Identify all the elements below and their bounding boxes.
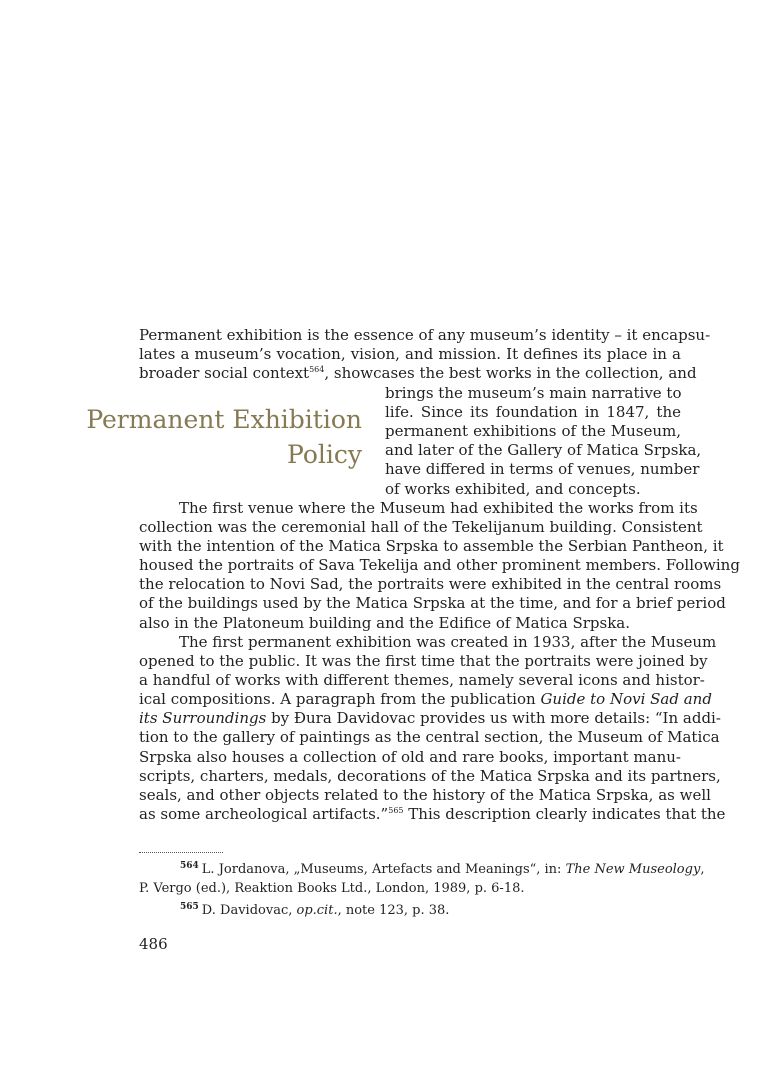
- footnote-separator: [139, 852, 223, 853]
- heading-line-1: Permanent Exhibition: [86, 405, 362, 434]
- footnote-ref-564[interactable]: 564: [309, 365, 325, 374]
- body-line: Permanent exhibition is the essence of any museum’s identity – it encapsu-: [139, 326, 711, 344]
- body-line: collection was the ceremonial hall of the Tekelijanum building. Consistent: [139, 518, 703, 536]
- body-line: The first permanent exhibition was created in 1933, after the Museum: [179, 633, 717, 651]
- footnote-text: D. Davidovac,: [201, 903, 293, 918]
- heading-line-2: Policy: [287, 440, 362, 469]
- body-text: by Đura Davidovac provides us with more details: “In addi-: [271, 709, 721, 727]
- footnote-italic: op.cit.: [296, 903, 338, 918]
- body-line: [139, 805, 726, 824]
- footnote-number: 564: [180, 860, 199, 871]
- footnote-564-line-2: P. Vergo (ed.), Reaktion Books Ltd., London, 1989, p. 6-18.: [139, 881, 525, 896]
- body-text: , showcases the best works in the collection, and: [324, 364, 697, 382]
- body-line: a handful of works with different themes, namely several icons and histor-: [139, 671, 705, 689]
- body-text: broader social context: [139, 364, 310, 382]
- publication-title: Guide to Novi Sad and: [540, 690, 712, 708]
- page-number: 486: [139, 935, 168, 953]
- footnote-text: , note 123, p. 38.: [337, 903, 450, 918]
- body-line: have differed in terms of venues, number: [385, 460, 700, 478]
- section-heading: [60, 402, 362, 472]
- body-line: tion to the gallery of paintings as the central section, the Museum of Matica: [139, 728, 720, 746]
- footnote-text: L. Jordanova, „Museums, Artefacts and Meanings“, in:: [201, 862, 562, 877]
- footnote-italic: The New Museology: [565, 862, 701, 877]
- body-line: also in the Platoneum building and the Edifice of Matica Srpska.: [139, 614, 631, 632]
- body-line: permanent exhibitions of the Museum,: [385, 422, 681, 440]
- body-line: The first venue where the Museum had exhibited the works from its: [179, 499, 698, 517]
- body-line: of the buildings used by the Matica Srpska at the time, and for a brief period: [139, 594, 726, 612]
- body-text: ical compositions. A paragraph from the publication: [139, 690, 536, 708]
- footnote-ref-565[interactable]: 565: [388, 806, 404, 815]
- publication-title: its Surroundings: [139, 709, 267, 727]
- body-line: [139, 690, 712, 709]
- body-line: of works exhibited, and concepts.: [385, 480, 641, 498]
- body-line: life. Since its foundation in 1847, the: [385, 403, 681, 421]
- body-line: lates a museum’s vocation, vision, and mission. It defines its place in a: [139, 345, 681, 363]
- body-line: [139, 709, 721, 728]
- body-line: the relocation to Novi Sad, the portraits were exhibited in the central rooms: [139, 575, 722, 593]
- footnote-number: 565: [180, 901, 199, 912]
- body-line: brings the museum’s main narrative to: [385, 384, 682, 402]
- footnote-565: [139, 901, 681, 920]
- footnote-564: [139, 860, 705, 879]
- footnote-text: ,: [700, 862, 705, 877]
- body-text: as some archeological artifacts.”: [139, 805, 389, 823]
- body-line: Srpska also houses a collection of old and rare books, important manu-: [139, 748, 681, 766]
- body-line: seals, and other objects related to the history of the Matica Srpska, as well: [139, 786, 711, 804]
- body-line: with the intention of the Matica Srpska to assemble the Serbian Pantheon, it: [139, 537, 724, 555]
- body-line: housed the portraits of Sava Tekelija and other prominent members. Following: [139, 556, 740, 574]
- body-line: and later of the Gallery of Matica Srpska,: [385, 441, 702, 459]
- body-line: [139, 364, 697, 383]
- body-line: opened to the public. It was the first time that the portraits were joined by: [139, 652, 708, 670]
- body-line: scripts, charters, medals, decorations of the Matica Srpska and its partners,: [139, 767, 721, 785]
- body-text: This description clearly indicates that the: [403, 805, 726, 823]
